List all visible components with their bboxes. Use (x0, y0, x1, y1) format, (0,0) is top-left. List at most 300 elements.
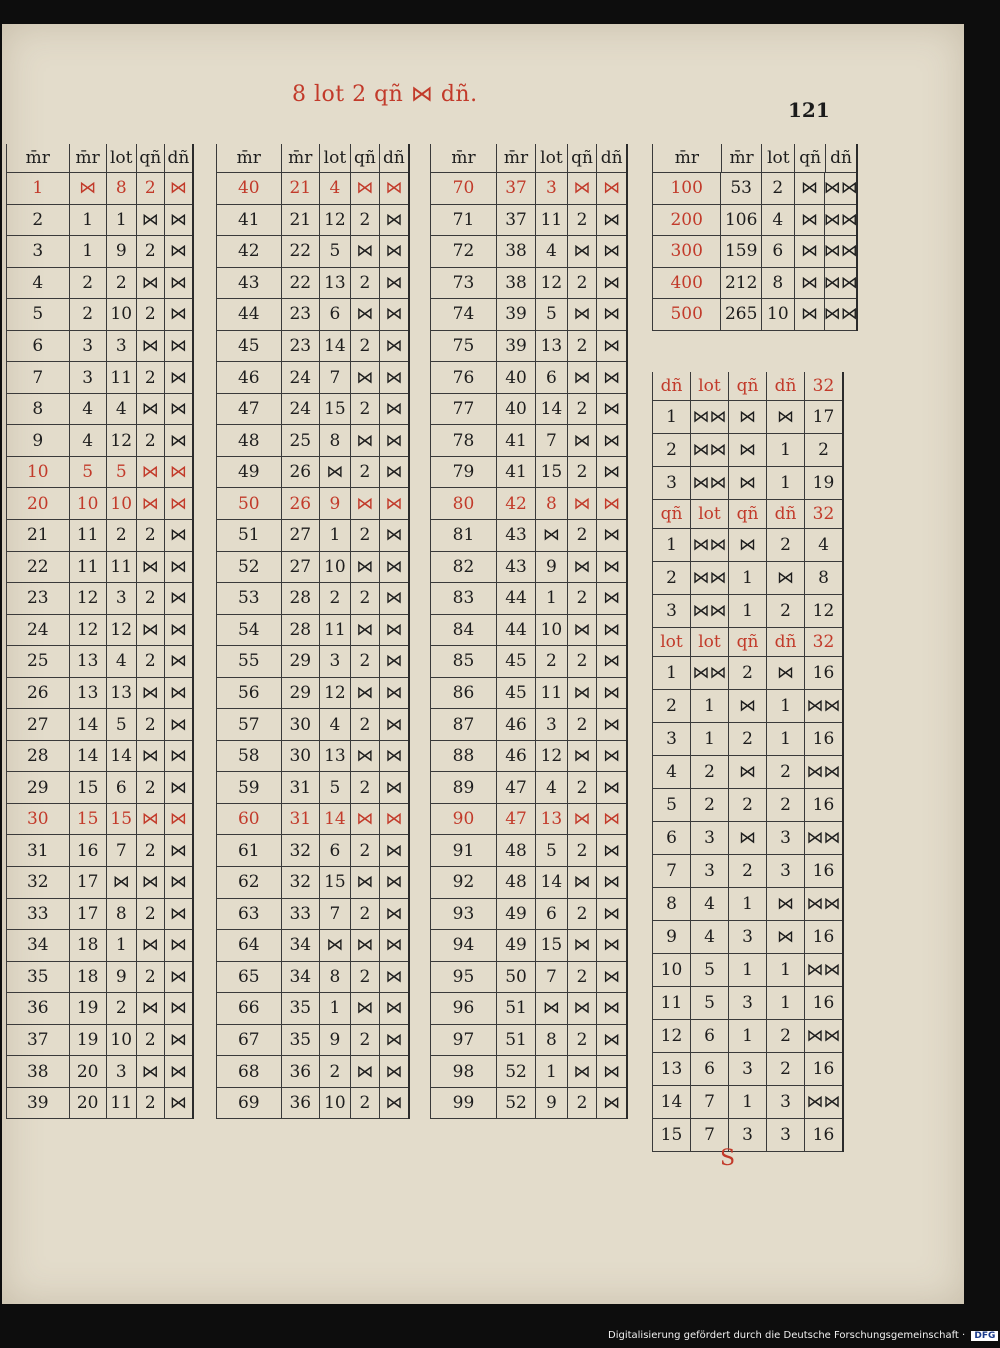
table-row (6, 709, 192, 741)
table-cell: 57 (216, 709, 281, 740)
table-cell: 79 (430, 457, 496, 488)
table-cell: 12 (106, 615, 136, 646)
table-cell: ⋈ (164, 804, 192, 835)
sub-table-cell: ⋈⋈ (690, 562, 728, 594)
table-row (6, 268, 192, 300)
table-cell: ⋈ (164, 236, 192, 267)
table-cell: 8 (6, 394, 69, 425)
header-cell: lot (761, 144, 794, 172)
table-cell: 9 (535, 1088, 567, 1119)
sub-table-cell: 1 (766, 954, 804, 986)
table-cell: 89 (430, 772, 496, 803)
table-cell: 21 (281, 205, 319, 236)
table-row (430, 331, 626, 363)
table-cell: 12 (106, 425, 136, 456)
page-title: 8 lot 2 qñ ⋈ dñ. (292, 82, 478, 107)
table-cell: ⋈ (596, 835, 626, 866)
header-cell: m̄r (281, 144, 319, 172)
table-cell: ⋈ (136, 488, 164, 519)
table-row (6, 899, 192, 931)
sub-table-row (652, 987, 842, 1020)
table-cell: ⋈ (164, 993, 192, 1024)
table-cell: 2 (106, 520, 136, 551)
table-cell: 92 (430, 867, 496, 898)
table-cell: 2 (136, 899, 164, 930)
table-cell: 32 (281, 835, 319, 866)
sub-tables (652, 372, 844, 1152)
table-cell: 32 (6, 867, 69, 898)
table-cell: 2 (567, 268, 597, 299)
sub-table-cell: 16 (804, 657, 842, 689)
table-row (6, 835, 192, 867)
sub-table-cell: 1 (652, 657, 690, 689)
sub-table-header (652, 628, 842, 657)
table-cell: ⋈ (136, 205, 164, 236)
table-cell: 34 (6, 930, 69, 961)
table-cell: 14 (106, 741, 136, 772)
sub-table-row (652, 690, 842, 723)
sub-table-cell: 3 (652, 467, 690, 499)
table-cell: ⋈ (164, 867, 192, 898)
table-row (6, 583, 192, 615)
table-cell: ⋈ (567, 488, 597, 519)
table-cell: 2 (69, 268, 106, 299)
table-cell: 77 (430, 394, 496, 425)
table-cell: 8 (319, 425, 350, 456)
table-cell: 38 (496, 268, 535, 299)
table-cell: 83 (430, 583, 496, 614)
sub-table-row (652, 954, 842, 987)
table-cell: 42 (496, 488, 535, 519)
header-cell: m̄r (430, 144, 496, 172)
table-cell: 106 (720, 205, 761, 236)
table-cell: 28 (281, 615, 319, 646)
table-cell: ⋈ (379, 331, 408, 362)
table-row (430, 646, 626, 678)
footer-text: Digitalisierung gefördert durch die Deutsche Forschungsgemeinschaft · (608, 1330, 966, 1341)
table-row (216, 709, 408, 741)
table-cell: 45 (496, 678, 535, 709)
table-cell: 9 (106, 962, 136, 993)
table-cell: 6 (535, 362, 567, 393)
table-cell: ⋈ (379, 1088, 408, 1119)
table-cell: 2 (567, 646, 597, 677)
table-row (430, 520, 626, 552)
table-cell: ⋈ (164, 457, 192, 488)
table-row (216, 930, 408, 962)
table-cell: 2 (350, 962, 379, 993)
table-cell: 53 (216, 583, 281, 614)
table-cell: ⋈ (596, 709, 626, 740)
table-row (216, 583, 408, 615)
header-cell: m̄r (216, 144, 281, 172)
table-cell: ⋈ (596, 583, 626, 614)
table-cell: ⋈ (596, 615, 626, 646)
table-row (216, 488, 408, 520)
sub-table-cell: 2 (766, 789, 804, 821)
table-cell: 80 (430, 488, 496, 519)
table-cell: 5 (319, 236, 350, 267)
sub-table-cell: ⋈⋈ (690, 434, 728, 466)
table-cell: ⋈ (164, 394, 192, 425)
table-cell: ⋈ (164, 1056, 192, 1087)
sub-table-cell: 7 (690, 1086, 728, 1118)
table-row (6, 930, 192, 962)
table-cell: ⋈ (379, 1025, 408, 1056)
table-cell: 2 (567, 772, 597, 803)
table-cell: 2 (136, 236, 164, 267)
sub-table-cell: 2 (652, 690, 690, 722)
sub-table-cell: 12 (804, 595, 842, 627)
sub-table-row (652, 1086, 842, 1119)
table-cell: 7 (535, 425, 567, 456)
table-row (430, 772, 626, 804)
sub-header-cell: 32 (804, 372, 842, 400)
footer (608, 1330, 998, 1341)
table-cell: 26 (6, 678, 69, 709)
table-cell: 5 (535, 835, 567, 866)
sub-table-cell: ⋈ (766, 921, 804, 953)
table-cell: ⋈ (596, 993, 626, 1024)
table-cell: 37 (6, 1025, 69, 1056)
table-cell: 30 (6, 804, 69, 835)
sub-table-cell: ⋈ (766, 657, 804, 689)
table-cell: 5 (106, 709, 136, 740)
table-cell: 4 (535, 236, 567, 267)
sub-table-cell: ⋈⋈ (804, 1086, 842, 1118)
table-cell: 29 (281, 646, 319, 677)
table-cell: 86 (430, 678, 496, 709)
sub-header-cell: lot (652, 628, 690, 656)
table-cell: ⋈ (567, 552, 597, 583)
sub-table-cell: 1 (766, 434, 804, 466)
sub-table-cell: 11 (652, 987, 690, 1019)
table-cell: 12 (535, 268, 567, 299)
header-cell: dñ (164, 144, 192, 172)
table-cell: 2 (136, 425, 164, 456)
table-cell: 22 (6, 552, 69, 583)
sub-table-cell: ⋈⋈ (690, 595, 728, 627)
table-row (216, 899, 408, 931)
table-cell: 18 (69, 930, 106, 961)
table-cell: 6 (535, 899, 567, 930)
table-cell: 9 (319, 488, 350, 519)
table-cell: 35 (6, 962, 69, 993)
table-cell: 2 (350, 835, 379, 866)
table-cell: ⋈ (164, 362, 192, 393)
table-cell: 51 (496, 993, 535, 1024)
table-cell: ⋈ (350, 867, 379, 898)
table-cell: 1 (106, 930, 136, 961)
table-cell: 2 (350, 646, 379, 677)
table-cell: 9 (319, 1025, 350, 1056)
table-cell: 11 (106, 362, 136, 393)
table-cell: 48 (496, 867, 535, 898)
table-cell: 10 (535, 615, 567, 646)
table-cell: 10 (761, 299, 794, 330)
sub-table-cell: 4 (690, 921, 728, 953)
table-header-row (6, 144, 192, 173)
table-cell: 2 (136, 646, 164, 677)
table-cell: ⋈ (596, 173, 626, 204)
table-cell: ⋈ (596, 331, 626, 362)
table-cell: ⋈ (136, 615, 164, 646)
sub-table-cell: 1 (728, 888, 766, 920)
sub-table-cell: 6 (690, 1053, 728, 1085)
table-cell: 21 (6, 520, 69, 551)
table-cell: 2 (535, 646, 567, 677)
table-cell: ⋈ (596, 741, 626, 772)
table-cell: ⋈ (350, 1056, 379, 1087)
table-cell: 43 (496, 552, 535, 583)
sub-table-cell: 5 (690, 987, 728, 1019)
table-cell: 2 (106, 268, 136, 299)
table-row (216, 741, 408, 773)
table-cell: 70 (430, 173, 496, 204)
table-cell: 2 (350, 268, 379, 299)
sub-table-cell: ⋈ (728, 822, 766, 854)
table-row (430, 1088, 626, 1120)
header-cell: lot (535, 144, 567, 172)
table-cell: ⋈⋈ (824, 268, 856, 299)
table-cell: 51 (496, 1025, 535, 1056)
sub-table-row (652, 1053, 842, 1086)
sub-table-cell: ⋈ (766, 401, 804, 433)
table-cell: 36 (281, 1056, 319, 1087)
table-cell: ⋈ (567, 867, 597, 898)
table-cell: 4 (319, 173, 350, 204)
table-cell: ⋈ (136, 867, 164, 898)
table-cell: 54 (216, 615, 281, 646)
table-cell: 212 (720, 268, 761, 299)
table-cell: ⋈ (596, 772, 626, 803)
table-cell: 87 (430, 709, 496, 740)
table-cell: ⋈ (164, 962, 192, 993)
table-cell: 2 (319, 1056, 350, 1087)
table-cell: 52 (496, 1056, 535, 1087)
table-cell: 56 (216, 678, 281, 709)
table-cell: ⋈ (794, 268, 825, 299)
table-cell: ⋈ (379, 552, 408, 583)
table-cell: 45 (496, 646, 535, 677)
table-cell: 2 (350, 520, 379, 551)
header-cell: m̄r (496, 144, 535, 172)
table-header-row (430, 144, 626, 173)
sub-table-cell: 3 (728, 1119, 766, 1151)
table-cell: 2 (350, 709, 379, 740)
table-cell: 81 (430, 520, 496, 551)
table-cell: ⋈ (596, 552, 626, 583)
table-row (6, 236, 192, 268)
table-cell: 4 (761, 205, 794, 236)
table-cell: 49 (216, 457, 281, 488)
table-cell: 6 (106, 772, 136, 803)
table-cell: ⋈ (350, 615, 379, 646)
table-cell: 24 (6, 615, 69, 646)
table-cell: 12 (69, 615, 106, 646)
sub-table-cell: 2 (728, 789, 766, 821)
table-cell: 61 (216, 835, 281, 866)
table-row (216, 268, 408, 300)
table-cell: 27 (6, 709, 69, 740)
table-row (216, 1025, 408, 1057)
table-cell: 23 (281, 299, 319, 330)
table-cell: 2 (136, 299, 164, 330)
table-cell: ⋈ (567, 741, 597, 772)
table-cell: 60 (216, 804, 281, 835)
sub-table-row (652, 888, 842, 921)
sub-table-cell: 1 (728, 1020, 766, 1052)
sub-table-row (652, 1119, 842, 1152)
table-cell: ⋈ (596, 899, 626, 930)
table-row (652, 236, 856, 268)
sub-table-cell: 2 (766, 595, 804, 627)
table-cell: 41 (216, 205, 281, 236)
table-cell: 40 (496, 362, 535, 393)
table-cell: 4 (535, 772, 567, 803)
table-cell: 94 (430, 930, 496, 961)
sub-table-cell: 1 (652, 529, 690, 561)
sub-table-cell: 16 (804, 789, 842, 821)
table-cell: 2 (136, 1025, 164, 1056)
table-cell: 4 (69, 425, 106, 456)
table-cell: ⋈ (794, 173, 825, 204)
table-cell: 31 (281, 772, 319, 803)
table-cell: 2 (350, 331, 379, 362)
table-cell: 98 (430, 1056, 496, 1087)
table-cell: 4 (106, 646, 136, 677)
table-cell: 14 (319, 331, 350, 362)
table-cell: ⋈ (379, 457, 408, 488)
table-row (6, 962, 192, 994)
table-cell: ⋈ (567, 930, 597, 961)
table-cell: 7 (6, 362, 69, 393)
table-cell: 40 (216, 173, 281, 204)
table-cell: ⋈ (164, 741, 192, 772)
table-cell: 99 (430, 1088, 496, 1119)
table-cell: ⋈ (350, 362, 379, 393)
sub-table-cell: 1 (728, 954, 766, 986)
sub-table-cell: 3 (766, 1119, 804, 1151)
sub-table-cell: 2 (690, 789, 728, 821)
table-row (216, 205, 408, 237)
table-cell: 49 (496, 930, 535, 961)
table-cell: 1 (106, 205, 136, 236)
table-cell: ⋈ (596, 457, 626, 488)
table-row (216, 867, 408, 899)
table-cell: 2 (567, 331, 597, 362)
table-cell: ⋈ (379, 299, 408, 330)
sub-table-cell: 1 (766, 467, 804, 499)
header-cell: qñ (794, 144, 825, 172)
sub-table-row (652, 822, 842, 855)
table-column-2 (216, 144, 410, 1119)
table-cell: 12 (319, 678, 350, 709)
sub-table-cell: 1 (766, 987, 804, 1019)
table-row (6, 678, 192, 710)
sub-table-row (652, 529, 842, 562)
sub-table-cell: 16 (804, 921, 842, 953)
sub-table-cell: 2 (728, 657, 766, 689)
table-cell: 23 (6, 583, 69, 614)
table-row (6, 1056, 192, 1088)
table-cell: ⋈ (567, 678, 597, 709)
table-cell: 51 (216, 520, 281, 551)
table-cell: 10 (106, 299, 136, 330)
sub-table-row (652, 401, 842, 434)
table-cell: ⋈ (596, 1025, 626, 1056)
table-cell: ⋈ (136, 993, 164, 1024)
table-cell: 8 (106, 899, 136, 930)
table-cell: 13 (69, 678, 106, 709)
table-cell: ⋈ (794, 205, 825, 236)
sub-table-cell: ⋈⋈ (690, 529, 728, 561)
table-row (430, 583, 626, 615)
table-row (216, 993, 408, 1025)
sub-header-cell: qñ (652, 500, 690, 528)
sub-table-cell: 7 (652, 855, 690, 887)
sub-table-cell: ⋈ (728, 401, 766, 433)
table-row (6, 867, 192, 899)
table-cell: 47 (496, 804, 535, 835)
table-cell: 25 (281, 425, 319, 456)
table-row (216, 173, 408, 205)
table-row (6, 615, 192, 647)
table-cell: 11 (106, 1088, 136, 1119)
table-row (216, 457, 408, 489)
header-cell: qñ (136, 144, 164, 172)
table-cell: 2 (567, 205, 597, 236)
table-cell: 45 (216, 331, 281, 362)
table-cell: 37 (496, 173, 535, 204)
table-cell: ⋈ (350, 299, 379, 330)
sub-table-cell: 4 (652, 756, 690, 788)
table-cell: ⋈ (164, 899, 192, 930)
sub-header-cell: lot (690, 500, 728, 528)
sub-table-row (652, 595, 842, 628)
table-cell: 96 (430, 993, 496, 1024)
sub-table-row (652, 434, 842, 467)
sub-table-cell: 1 (690, 723, 728, 755)
table-cell: 159 (720, 236, 761, 267)
table-cell: 27 (281, 520, 319, 551)
table-cell: 28 (281, 583, 319, 614)
table-row (6, 772, 192, 804)
table-cell: 17 (69, 867, 106, 898)
table-cell: 30 (281, 741, 319, 772)
table-cell: 74 (430, 299, 496, 330)
table-header-row (216, 144, 408, 173)
table-cell: 15 (319, 394, 350, 425)
table-cell: 2 (350, 457, 379, 488)
table-cell: 50 (216, 488, 281, 519)
table-cell: ⋈ (164, 709, 192, 740)
table-cell: 2 (350, 583, 379, 614)
table-cell: 44 (216, 299, 281, 330)
table-cell: ⋈ (164, 1088, 192, 1119)
table-cell: 66 (216, 993, 281, 1024)
header-cell: m̄r (721, 144, 762, 172)
table-cell: 15 (535, 930, 567, 961)
table-cell: 32 (281, 867, 319, 898)
sub-header-cell: dñ (766, 628, 804, 656)
table-cell: 11 (69, 552, 106, 583)
table-cell: 13 (535, 331, 567, 362)
table-row (6, 173, 192, 205)
table-row (430, 205, 626, 237)
sub-table-cell: ⋈ (766, 888, 804, 920)
sub-header-cell: lot (690, 372, 728, 400)
